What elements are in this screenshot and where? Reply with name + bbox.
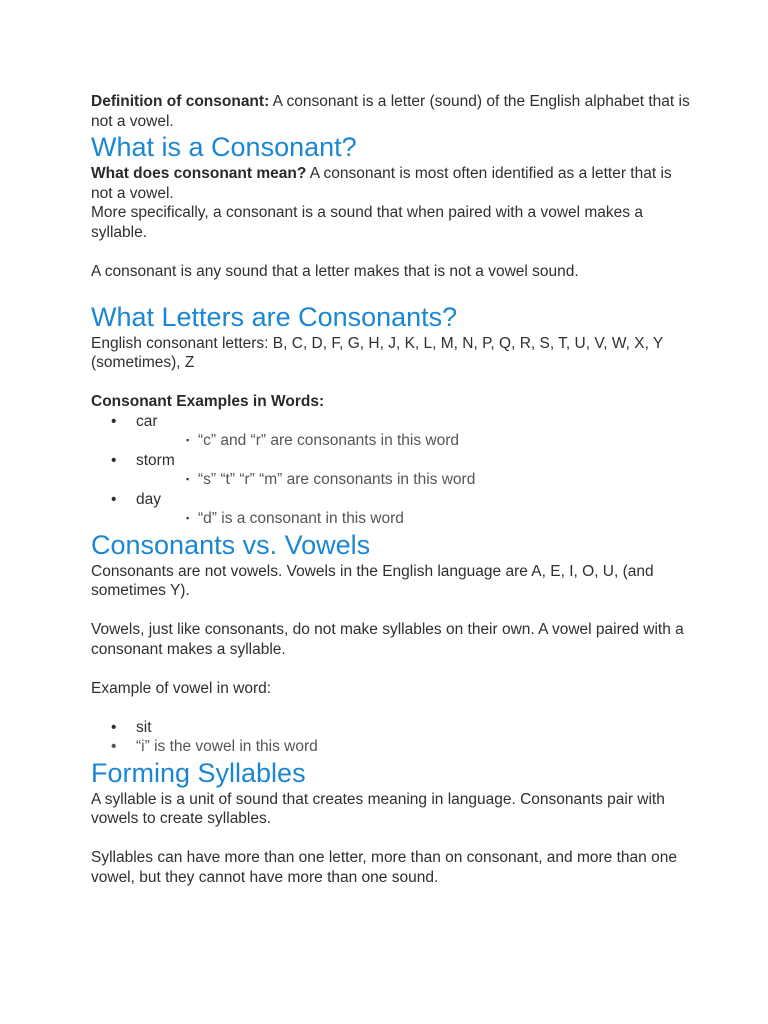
vowel-example-list	[91, 718, 691, 757]
definition-paragraph	[91, 92, 691, 131]
vowels-paragraph: Consonants are not vowels. Vowels in the English language are A, E, I, O, U, (and sometimes Y).	[91, 562, 654, 599]
list-item: • sit	[91, 718, 691, 738]
sound-paragraph: A consonant is any sound that a letter makes that is not a vowel sound.	[91, 262, 579, 280]
heading-forming-syllables: Forming Syllables	[91, 757, 306, 788]
spacer	[91, 659, 691, 679]
definition-text: A consonant is a letter (sound) of the English alphabet that is not a vowel.	[91, 93, 690, 130]
heading-what-is-consonant: What is a Consonant?	[91, 132, 357, 162]
spacer	[91, 242, 691, 262]
sub-list	[156, 509, 691, 529]
spacer	[91, 829, 691, 849]
spacer	[91, 601, 691, 621]
spacer	[91, 373, 691, 393]
specific-paragraph: More specifically, a consonant is a sound that when paired with a vowel makes a syllable.	[91, 204, 643, 241]
spacer	[91, 281, 691, 301]
heading-what-letters: What Letters are Consonants?	[91, 301, 458, 332]
list-item: ▪ “d” is a consonant in this word	[156, 509, 691, 529]
syllables-paragraph: Vowels, just like consonants, do not make syllables on their own. A vowel paired with a consonant makes a syllable.	[91, 621, 684, 658]
example-vowel-label: Example of vowel in word:	[91, 679, 272, 697]
list-item: • car ▪ “c” and “r” are consonants in this word	[91, 412, 691, 451]
examples-label: Consonant Examples in Words:	[91, 393, 325, 410]
heading-consonants-vs-vowels: Consonants vs. Vowels	[91, 529, 371, 560]
letters-paragraph: English consonant letters: B, C, D, F, G, H, J, K, L, M, N, P, Q, R, S, T, U, V, W, X, Y (sometimes), Z	[91, 334, 663, 371]
syllable-definition-paragraph: A syllable is a unit of sound that creates meaning in language. Consonants pair with vowels to create syllables.	[91, 790, 665, 827]
meaning-label: What does consonant mean?	[91, 165, 307, 182]
definition-label: Definition of consonant:	[91, 93, 270, 110]
meaning-text: A consonant is most often identified as a letter that is not a vowel.	[91, 165, 672, 202]
examples-list	[91, 412, 691, 529]
syllable-rules-paragraph: Syllables can have more than one letter, more than on consonant, and more than one vowel, but they cannot have more than one sound.	[91, 849, 677, 886]
list-item: • “i” is the vowel in this word	[91, 737, 691, 757]
spacer	[91, 698, 691, 718]
list-item: • day ▪ “d” is a consonant in this word	[91, 490, 691, 529]
document-page	[91, 92, 691, 887]
sub-list	[156, 431, 691, 451]
list-item: ▪ “c” and “r” are consonants in this word	[156, 431, 691, 451]
list-item: • storm ▪ “s” “t” “r” “m” are consonants in this word	[91, 451, 691, 490]
sub-list	[156, 470, 691, 490]
meaning-paragraph	[91, 164, 691, 203]
list-item: ▪ “s” “t” “r” “m” are consonants in this word	[156, 470, 691, 490]
